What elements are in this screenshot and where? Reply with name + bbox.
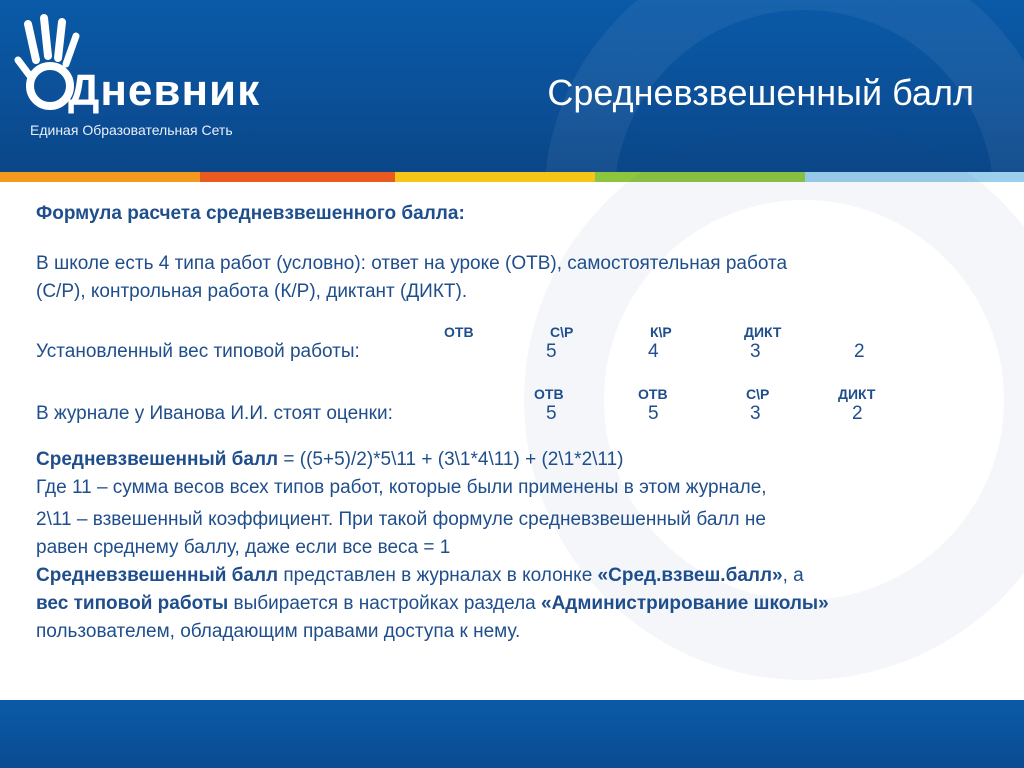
formula-line — [36, 446, 996, 474]
slide-content — [36, 200, 996, 646]
note-text-2: , а — [782, 565, 804, 586]
grades-label: В журнале у Иванова И.И. стоят оценки: — [36, 403, 393, 424]
note-bold-1: Средневзвешенный балл — [36, 565, 279, 586]
weight-header-kr: К\Р — [650, 324, 672, 340]
grade-value-2: 5 — [648, 403, 659, 424]
weight-header-dikt: ДИКТ — [744, 324, 782, 340]
stripe-orange — [0, 172, 200, 182]
grade-header-4: ДИКТ — [838, 386, 876, 402]
logo-subtitle: Единая Образовательная Сеть — [30, 122, 233, 138]
explain-line-1: Где 11 – сумма весов всех типов работ, которые были применены в этом журнале, — [36, 477, 767, 498]
stripe-red — [200, 172, 395, 182]
grade-header-2: ОТВ — [638, 386, 668, 402]
grade-value-3: 3 — [750, 403, 761, 424]
logo-text: Дневник — [68, 66, 261, 115]
weight-value-sr: 4 — [648, 341, 659, 362]
note-line-2 — [36, 590, 996, 618]
grade-header-1: ОТВ — [534, 386, 564, 402]
formula-heading: Формула расчета средневзвешенного балла: — [36, 203, 465, 224]
explain-line-2: 2\11 – взвешенный коэффициент. При такой формуле средневзвешенный балл не — [36, 509, 766, 530]
weight-value-dikt: 2 — [854, 341, 865, 362]
grade-value-1: 5 — [546, 403, 557, 424]
note-bold-4: «Администрирование школы» — [541, 593, 829, 614]
brand-logo — [14, 14, 264, 138]
weights-row — [36, 338, 996, 366]
weight-value-kr: 3 — [750, 341, 761, 362]
intro-line-2: (С/Р), контрольная работа (К/Р), диктант (ДИКТ). — [36, 281, 468, 302]
weight-value-otv: 5 — [546, 341, 557, 362]
slide-title: Средневзвешенный балл — [547, 72, 974, 113]
note-line-3: пользователем, обладающим правами доступа к нему. — [36, 621, 521, 642]
weights-header-row — [36, 318, 996, 338]
grades-row — [36, 400, 996, 428]
grade-header-3: С\Р — [746, 386, 770, 402]
grade-value-4: 2 — [852, 403, 863, 424]
note-line-1 — [36, 562, 996, 590]
weight-header-otv: ОТВ — [444, 324, 474, 340]
weight-header-sr: С\Р — [550, 324, 574, 340]
intro-line-1: В школе есть 4 типа работ (условно): ответ на уроке (ОТВ), самостоятельная работа — [36, 253, 788, 274]
grades-header-row — [36, 380, 996, 400]
stripe-yellow — [395, 172, 595, 182]
formula-expression: = ((5+5)/2)*5\11 + (3\1*4\11) + (2\1*2\11) — [278, 449, 624, 470]
formula-term: Средневзвешенный балл — [36, 449, 279, 470]
note-text-1: представлен в журналах в колонке — [278, 565, 598, 586]
note-bold-3: вес типовой работы — [36, 593, 229, 614]
weights-label: Установленный вес типовой работы: — [36, 341, 360, 362]
footer-banner — [0, 700, 1024, 768]
note-bold-2: «Сред.взвеш.балл» — [597, 565, 783, 586]
explain-line-3: равен среднему баллу, даже если все веса = 1 — [36, 537, 451, 558]
note-text-3: выбирается в настройках раздела — [228, 593, 542, 614]
